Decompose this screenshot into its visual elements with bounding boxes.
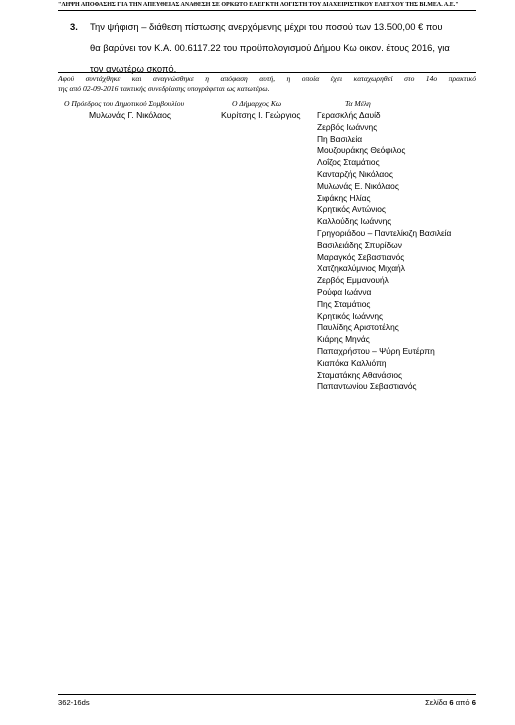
president-name: Μυλωνάς Γ. Νικόλαος <box>89 110 172 120</box>
member-name: Λοΐζος Σταμάτιος <box>317 157 380 168</box>
member-name: Χατζηκαλύμνιος Μιχαήλ <box>317 263 405 274</box>
closing-line-2: της από 02-09-2016 τακτικής συνεδρίασης υπογράφεται ως κατωτέρω. <box>58 84 270 93</box>
item-text-line-2: θα βαρύνει τον Κ.Α. 00.6117.22 του προϋπολογισμού Δήμου Κω οικον. έτους 2016, για <box>90 42 450 53</box>
closing-statement <box>58 74 476 94</box>
member-name: Γρηγοριάδου – Παντελίκιζη Βασιλεία <box>317 227 452 238</box>
member-name: Γερασκλής Δαυίδ <box>317 110 381 120</box>
member-name: Κρητικός Αντώνιος <box>317 204 386 215</box>
member-name: Παυλίδης Αριστοτέλης <box>317 322 399 333</box>
member-name: Βασιλειάδης Σπυρίδων <box>317 239 402 250</box>
member-name: Κιαπόκα Καλλιόπη <box>317 357 387 368</box>
president-title: Ο Πρόεδρος του Δημοτικού Συμβουλίου <box>64 99 185 108</box>
document-header-title: "ΛΗΨΗ ΑΠΟΦΑΣΗΣ ΓΙΑ ΤΗΝ ΑΠΕΥΘΕΙΑΣ ΑΝΑΘΕΣΗ ΣΕ ΟΡΚΩΤΟ ΕΛΕΓΚΤΗ ΛΟΓΙΣΤΗ ΤΟΥ ΔΙΑΧΕΙΡΙΣΤΙΚΟΥ ΕΛΕΓΧΟΥ ΤΗΣ ΒΙ.ΜΕΛ. Α.Ε." <box>58 2 459 8</box>
item-text-line-3: τον ανωτέρω σκοπό. <box>90 63 177 74</box>
closing-divider <box>58 72 476 73</box>
page-separator: από <box>455 698 470 707</box>
header-divider <box>58 10 476 11</box>
page-number <box>380 698 476 707</box>
member-name: Σταματάκης Αθανάσιος <box>317 369 403 380</box>
item-text-line-1: Την ψήφιση – διάθεση πίστωσης ανερχόμενης μέχρι του ποσού των 13.500,00 € που <box>90 21 443 32</box>
mayor-name: Κυρίτσης Ι. Γεώργιος <box>221 110 301 120</box>
footer-divider <box>58 694 476 695</box>
member-name: Μαραγκός Σεβαστιανός <box>317 251 405 262</box>
document-code: 362-16ds <box>58 698 90 707</box>
members-title: Τα Μέλη <box>345 99 371 108</box>
page-current: 6 <box>449 698 454 707</box>
member-name: Ζερβός Ιωάννης <box>317 121 378 132</box>
member-name: Κρητικός Ιωάννης <box>317 310 384 321</box>
mayor-title: Ο Δήμαρχος Κω <box>232 99 282 108</box>
member-name: Ρούφα Ιωάννα <box>317 286 372 297</box>
member-name: Ζερβός Εμμανουήλ <box>317 275 389 286</box>
member-name: Μυλωνάς Ε. Νικόλαος <box>317 180 399 191</box>
member-name: Σιφάκης Ηλίας <box>317 192 371 203</box>
member-name: Πη Βασιλεία <box>317 133 363 144</box>
member-name: Κιάρης Μηνάς <box>317 334 370 345</box>
closing-line-1: Αφού συντάχθηκε και αναγνώσθηκε η απόφαση αυτή, η οποία έχει καταχωρηθεί στο 14ο πρακτικό <box>58 74 476 83</box>
page-total: 6 <box>471 698 476 707</box>
member-name: Παπαντωνίου Σεβαστιανός <box>317 381 417 392</box>
members-list <box>317 110 451 393</box>
member-name: Μουζουράκης Θεόφιλος <box>317 145 406 156</box>
item-number: 3. <box>70 21 78 32</box>
member-name: Παπαχρήστου – Ψύρη Ευτέρπη <box>317 345 435 356</box>
member-name: Κανταρζής Νικόλαος <box>317 168 393 179</box>
member-name: Πης Σταμάτιος <box>317 298 371 309</box>
member-name: Καλλούδης Ιωάννης <box>317 216 392 227</box>
page-label: Σελίδα <box>425 698 448 707</box>
